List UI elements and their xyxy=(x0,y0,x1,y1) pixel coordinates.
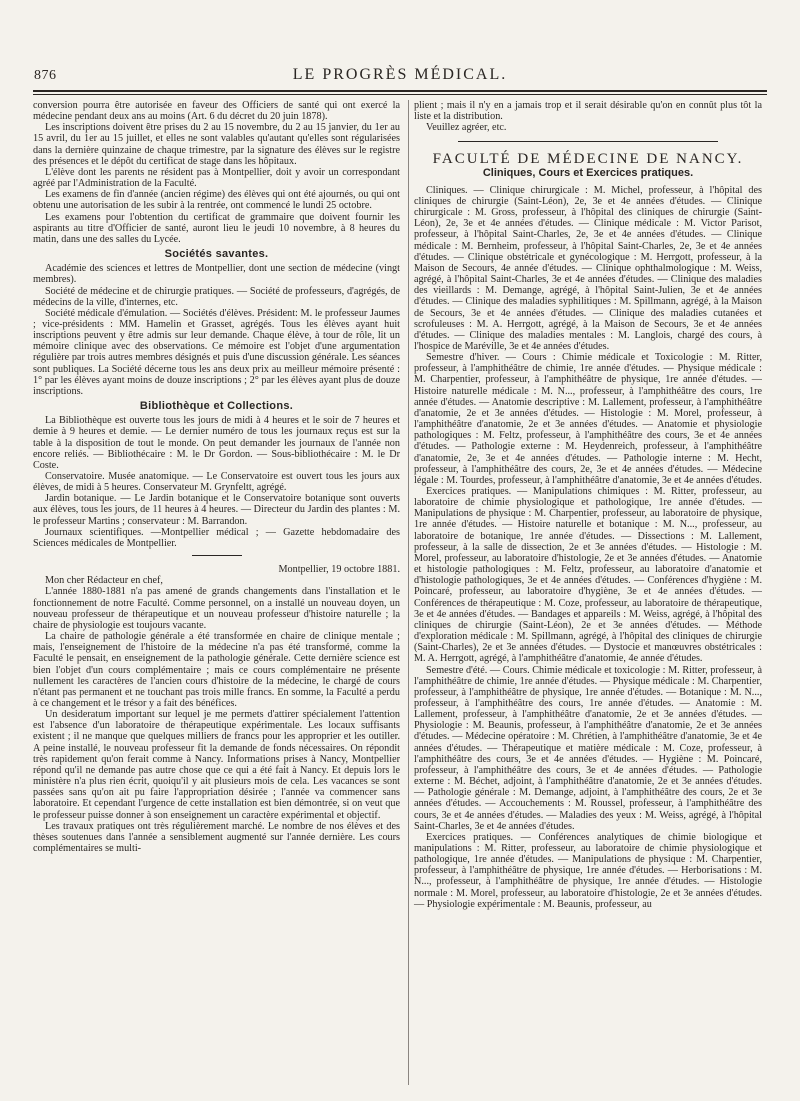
right-column xyxy=(414,100,762,910)
paragraph: conversion pourra être autorisée en faveur des Officiers de santé qui ont exercé la médecine pendant deux ans au moins (Art. 6 du décret du 20 juin 1878). xyxy=(33,100,400,123)
letter-salutation: Mon cher Rédacteur en chef, xyxy=(45,575,163,587)
page-header xyxy=(30,66,770,88)
paragraph: Les examens pour l'obtention du certificat de grammaire que doivent fournir les aspirants au titre d'Officier de santé, auront lieu le jeudi 10 novembre, à 8 heures du matin, dans une des salles du Lycée. xyxy=(33,211,400,245)
paragraph: Jardin botanique. — Le Jardin botanique et le Conservatoire botanique sont ouverts aux élèves, tous les jours, de 11 heures à 4 heures. — Directeur du Jardin des plantes : M. le professeur Martins ; conservateur : M. Barrandon. xyxy=(33,493,400,527)
paragraph: Exercices pratiques. — Manipulations chimiques : M. Ritter, professeur, au laboratoire de chimie physiologique et pathologique, 1re année d'études. — Manipulations de physique : M. Charpentier, professeur, au laboratoire de physique, 1re année d'études. — Histoire naturelle et botanique : M. N..., professeur, au laboratoire de botanique, 1re année d'études. — Dissections : M. Lallement, professeur, à la salle de dissection, 2e et 3e années d'études. — Histologie : M. Morel, professeur, au laboratoire d'histologie, 2e et 3e années d'études. — Anatomie et histologie pathologiques : M. Feltz, professeur, au laboratoire d'anatomie et d'histologie pathologiques, 3e et 4e années d'études. — Conférences d'hygiène : M. Poincaré, professeur, au laboratoire d'hygiène, 3e et 4e années d'études. — Conférences de thérapeutique : M. Coze, professeur, au laboratoire de thérapeutique, 3e et 4e années d'études. — Bandages et appareils : M. Weiss, agrégé, à l'hôpital des cliniques de chirurgie (Saint-Léon), 2e et 3e années d'études. — Méthode d'exploration médicale : M. Spillmann, agrégé, à l'hôpital des cliniques de chirurgie (Saint-Charles), 2e et 3e années d'études. — Dystocie et manœuvres obstétricales : M. A. Herrgott, agrégé, à l'amphithéâtre d'anatomie, 4e année d'études. xyxy=(414,486,762,665)
paragraph: Les examens de fin d'année (ancien régime) des élèves qui ont été ajournés, ou qui ont obtenu une autorisation de les subir à la rentrée, ont commencé le lundi 25 octobre. xyxy=(33,189,400,212)
left-column xyxy=(33,100,400,854)
header-rule-thick xyxy=(33,90,767,92)
section-heading-societes: Sociétés savantes. xyxy=(164,248,269,261)
paragraph: Cliniques. — Clinique chirurgicale : M. Michel, professeur, à l'hôpital des cliniques de chirurgie (Saint-Léon), 2e, 3e et 4e années d'études. — Clinique chirurgicale : M. Gross, professeur, à l'hôpital des cliniques de chirurgie (Saint-Léon), 2e, 3e et 4e années d'études. — Clinique médicale : M. Victor Parisot, professeur, à l'hôpital Saint-Charles, 2e, 3e et 4e années d'études. — Clinique médicale : M. Bernheim, professeur, à l'hôpital Saint-Charles, 2e, 3e et 4e années d'études. — Clinique obstétricale et gynécologique : M. Herrgott, professeur, à la Maison de Secours, 4e année d'études. — Clinique ophthalmologique : M. Weiss, agrégé, à l'hôpital Saint-Charles, 3e et 4e années d'études. — Clinique des maladies des vieillards : M. Demange, agrégé, à l'hôpital Saint-Julien, 3e et 4e années d'études. — Clinique des maladies syphilitiques : M. Spillmann, agrégé, à la Maison de Secours, 3e et 4e années d'études. — Clinique des maladies cutanées et scrofuleuses : M. A. Herrgott, agrégé, à la Maison de Secours, 3e et 4e années d'études. — Clinique des maladies mentales : M. Langlois, chargé des cours, à l'hospice de Maréville, 3e et 4e années d'études. xyxy=(414,184,762,352)
paragraph: La chaire de pathologie générale a été transformée en chaire de clinique mentale ; mais, l'enseignement de l'histoire de la médecine n'a pas été transformé, comme la Faculté le pensait, en enseignement de la pathologie générale. Cette dernière science est bien l'objet d'un cours complémentaire ; mais ce cours complémentaire ne présente nullement les caractères de l'ancien cours d'histoire de la médecine, le chargé de cours n'étant pas permanent et ne touchant pas trois mille francs. En somme, la Faculté a perdu à ce changement et le trésor y a fait des bénéfices. xyxy=(33,631,400,709)
paragraph: Semestre d'hiver. — Cours : Chimie médicale et Toxicologie : M. Ritter, professeur, à l'amphithéâtre de chimie, 1re année d'études. — Physique médicale : M. Charpentier, professeur, à l'amphithéâtre de physique, 1re année d'études. — Histoire naturelle médicale : M. N..., professeur, à l'amphithéâtre des cours, 1re année d'études. — Anatomie descriptive : M. Lallement, professeur, à l'amphithéâtre d'anatomie, 2e et 3e années d'études. — Histologie : M. Morel, professeur, à l'amphithéâtre d'anatomie, 2e et 3e années d'études. — Anatomie et physiologie pathologiques : M. Feltz, professeur, à l'amphithéâtre des cours, 3e et 4e années d'études. — Pathologie externe : M. Heydenreich, professeur, à l'amphithéâtre d'anatomie, 2e, 3e et 4e années d'études. — Pathologie interne : M. Hecht, professeur, à l'amphithéâtre des cours, 2e, 3e et 4e années d'études. — Médecine légale : M. Tourdes, professeur, à l'amphithéâtre d'anatomie, 3e et 4e années d'études. xyxy=(414,352,762,486)
letter-date: Montpellier, 19 octobre 1881. xyxy=(278,564,400,576)
paragraph: L'élève dont les parents ne résident pas à Montpellier, doit y avoir un correspondant agréé par l'Administration de la Faculté. xyxy=(33,166,400,190)
section-heading-bibliotheque: Bibliothèque et Collections. xyxy=(139,400,294,413)
paragraph: plient ; mais il n'y en a jamais trop et il serait désirable qu'on en connût plus tôt la liste et la distribution. xyxy=(414,100,762,123)
paragraph: Les inscriptions doivent être prises du 2 au 15 novembre, du 2 au 15 janvier, du 1er au 15 avril, du 1er au 15 juillet, et elles ne sont valables qu'autant qu'elles sont régularisées dans la dernière quinzaine de chaque trimestre, par la signature des élèves sur le registre des présences et le dépôt du certificat de stage dans les hôpitaux. xyxy=(33,122,400,167)
paragraph: Société de médecine et de chirurgie pratiques. — Société de professeurs, d'agrégés, de médecins de la ville, d'internes, etc. xyxy=(33,285,400,308)
faculty-title: FACULTÉ DE MÉDECINE DE NANCY. xyxy=(432,151,744,168)
paragraph: Semestre d'été. — Cours. Chimie médicale et toxicologie : M. Ritter, professeur, à l'amphithéâtre de chimie, 1re année d'études. — Physique médicale : M. Charpentier, professeur, à l'amphithéâtre de physique, 1re année d'études. — Botanique : M. N..., professeur, à l'amphithéâtre des cours, 1re année d'études. — Anatomie : M. Lallement, professeur, à l'amphithéâtre d'anatomie, 2e et 3e années d'études. — Physiologie : M. Beaunis, professeur, à l'amphithéâtre d'anatomie, 2e et 3e années d'études. — Médecine opératoire : M. Chrétien, à l'amphithéâtre d'anatomie, 3e et 4e années d'études. — Thérapeutique et matière médicale : M. Coze, professeur, à l'amphithéâtre des cours, 3e et 4e années d'études. — Hygiène : M. Poincaré, professeur, à l'amphithéâtre des cours, 3e et 4e années d'études. — Pathologie externe : M. Béchet, adjoint, à l'amphithéâtre d'anatomie, 2e et 3e années d'études. — Pathologie générale : M. Demange, adjoint, à l'amphithéâtre des cours, 2e et 3e années d'études. — Accouchements : M. Roussel, professeur, à l'amphithéâtre des cours, 3e et 4e années d'études. — Maladies des yeux : M. Weiss, agrégé, à l'hôpital Saint-Charles, 3e et 4e années d'études. xyxy=(414,664,762,832)
running-title: LE PROGRÈS MÉDICAL. xyxy=(292,66,508,83)
faculty-subtitle: Cliniques, Cours et Exercices pratiques. xyxy=(482,166,694,179)
page-number: 876 xyxy=(34,68,57,83)
paragraph: Exercices pratiques. — Conférences analytiques de chimie biologique et manipulations : M. Ritter, professeur, au laboratoire de chimie physiologique et pathologique, 1re année d'études. — Manipulations de physique : M. Charpentier, professeur, à l'amphithéâtre de physique, 1re année d'études. — Herborisations : M. N..., professeur, à l'amphithéâtre de physique, 1re année d'études. — Histologie normale : M. Morel, professeur, au laboratoire d'histologie, 2e et 3e années d'études. — Physiologie expérimentale : M. Beaunis, professeur, au xyxy=(414,831,762,910)
header-rule-thin xyxy=(33,94,767,95)
paragraph: Un desideratum important sur lequel je me permets d'attirer spécialement l'attention est l'absence d'un laboratoire de thérapeutique expérimentale. Les locaux suffisants existent ; il ne manque que quelques milliers de francs pour les approprier et les outiller. A peine installé, le nouveau professeur fit la demande de fonds nécessaires. On répondit très rapidement qu'on ferait comme à Nancy. Informations prises à Nancy, Montpellier répond qu'il ne demande pas autre chose que ce qui a été fait à Nancy. Et depuis lors le ministère n'a plus rien écrit, quoiqu'il y ait plusieurs mois de cela. Les vacances se sont passées sans qu'on ait pu faire l'appropriation désirée ; l'année va commencer sans laboratoire. Et cependant l'urgence de cette installation est bien démontrée, si on veut que le professeur puisse donner à son enseignement un caractère expérimental et objectif. xyxy=(33,709,400,821)
paragraph: Académie des sciences et lettres de Montpellier, dont une section de médecine (vingt membres). xyxy=(33,263,400,286)
paragraph: La Bibliothèque est ouverte tous les jours de midi à 4 heures et le soir de 7 heures et demie à 9 heures et demie. — Le dernier numéro de tous les journaux reçus est sur la table à la disposition de tout le monde. On peut demander les journaux de l'année non encore reliés. — Bibliothécaire : M. le Dr Gordon. — Sous-bibliothécaire : M. le Dr Coste. xyxy=(33,415,400,471)
letter-closing: Veuillez agréer, etc. xyxy=(426,122,507,134)
section-divider xyxy=(458,141,718,142)
paragraph: Société médicale d'émulation. — Sociétés d'élèves. Président: M. le professeur Jaumes ; vice-présidents : MM. Hamelin et Grasset, agrégés. Tous les élèves ayant huit inscriptions peuvent y être admis sur leur demande. Chaque élève, à tour de rôle, lit un mémoire clinique avec des observations. Ce mémoire est l'objet d'une argumentation régulière par trois autres membres désignés et puis d'une discussion générale. Les séances sont publiques. La Société décerne tous les ans deux prix au meilleur mémoire présenté : 1° par les élèves ayant moins de douze inscriptions ; 2° par les élèves ayant plus de douze inscriptions. xyxy=(33,307,400,397)
column-divider xyxy=(408,100,409,1085)
paragraph: L'année 1880-1881 n'a pas amené de grands changements dans l'installation et le fonctionnement de notre Faculté. Comme personnel, on a installé un nouveau doyen, un nouveau professeur de thérapeutique et un nouveau professeur d'histoire naturelle ; la chaire de physiologie est toujours vacante. xyxy=(33,586,400,631)
paragraph: Journaux scientifiques. —Montpellier médical ; — Gazette hebdomadaire des Sciences médicales de Montpellier. xyxy=(33,526,400,549)
section-divider xyxy=(192,555,242,556)
paragraph: Les travaux pratiques ont très régulièrement marché. Le nombre de nos élèves et des thèses soutenues dans l'année a sensiblement augmenté sur l'année dernière. Les cours complémentaires se multi- xyxy=(33,820,400,854)
paragraph: Conservatoire. Musée anatomique. — Le Conservatoire est ouvert tous les jours aux élèves, de midi à 5 heures. Conservateur M. Grynfeltt, agrégé. xyxy=(33,471,400,494)
